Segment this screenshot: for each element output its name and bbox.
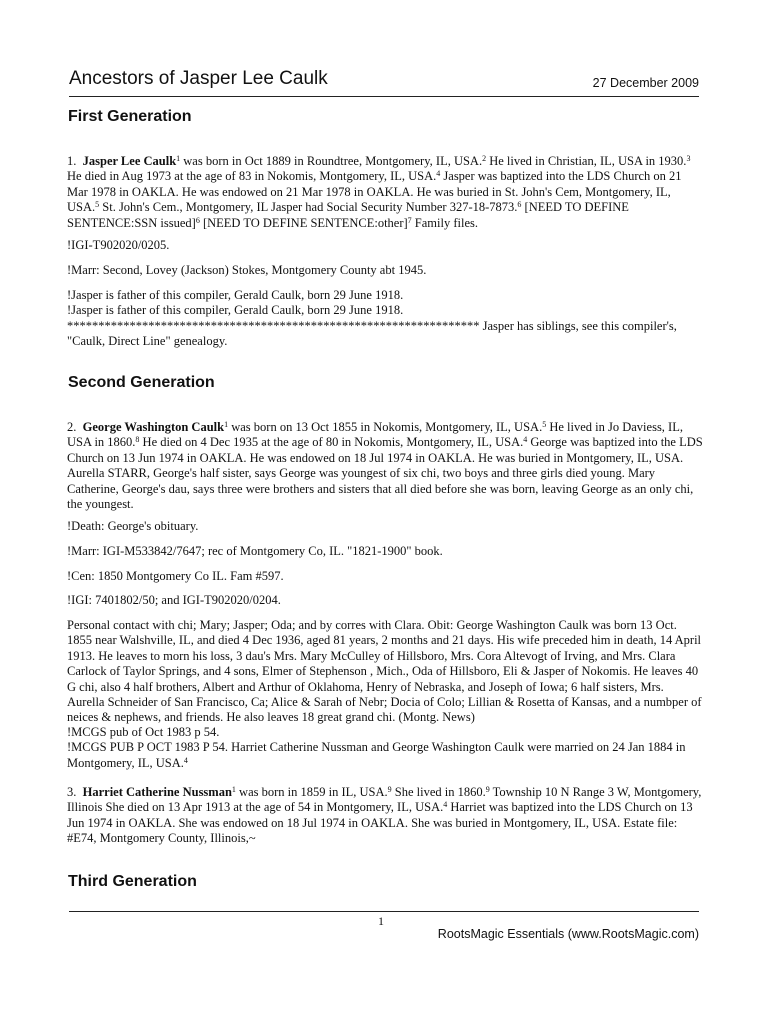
- generation-heading-third: Third Generation: [68, 873, 197, 890]
- footer-divider: [69, 911, 699, 912]
- source-note: 9: [485, 785, 490, 794]
- source-note: 2: [482, 154, 487, 163]
- person-name: George Washington Caulk: [82, 420, 225, 434]
- marriage-note-line: !MCGS PUB P OCT 1983 P 54. Harriet Catherine Nussman and George Washington Caulk were married on 24 Jan 1884 in Montgomery, IL, USA.: [67, 740, 686, 770]
- entry-text: He lived in Jo Daviess, IL, USA in 1860.: [67, 420, 683, 450]
- entry-text: St. John's Cem., Montgomery, IL Jasper had Social Security Number 327-18-7873.: [99, 200, 518, 215]
- source-note: 4: [443, 800, 448, 810]
- source-note: 4: [523, 435, 528, 445]
- marriage-note-line: !MCGS pub of Oct 1983 p 54.: [67, 725, 220, 739]
- person-entry-2: [67, 420, 703, 512]
- source-note: 6: [195, 215, 200, 225]
- entry-text: [NEED TO DEFINE SENTENCE:other]: [199, 215, 408, 230]
- source-note: 7: [407, 215, 412, 225]
- note-paragraph: !IGI: 7401802/50; and IGI-T902020/0204.: [67, 593, 281, 607]
- note-paragraph: !Cen: 1850 Montgomery Co IL. Fam #597.: [67, 569, 284, 583]
- source-note: 8: [135, 435, 140, 445]
- entry-text: Township 10 N Range 3 W, Montgomery, Illinois She died on 13 Apr 1913 at the age of 54 in Montgomery, IL, USA.: [67, 785, 702, 815]
- note-paragraph: !Jasper is father of this compiler, Gerald Caulk, born 29 June 1918. !Jasper is father of this compiler, Gerald Caulk, born 29 June 1918. ****************************************************************** Jasper has siblings, see this compiler's, "Caulk, Direct Line" genealogy.: [67, 288, 677, 349]
- entry-text: Family files.: [411, 215, 478, 230]
- entry-text: George was baptized into the LDS Church on 13 Jun 1974 in OAKLA. He was endowed on 18 Jul 1974 in OAKLA. He was buried in Montgomery, IL, USA. Aurella STARR, George's half sister, says George was youngest of six chi, two boys and three girls died young. Mary Catherine, George's dau, says three were brothers and sisters that all died before she was born, leaving George as an only chi, the youngest.: [67, 435, 703, 512]
- page-number: 1: [378, 914, 384, 928]
- entry-text: She lived in 1860.: [391, 785, 486, 799]
- note-paragraph: !IGI-T902020/0205.: [67, 238, 170, 252]
- source-note: 3: [686, 154, 691, 163]
- page-header: [69, 68, 699, 97]
- source-note: 1: [231, 785, 236, 794]
- footer-credit: RootsMagic Essentials (www.RootsMagic.com): [437, 927, 699, 941]
- entry-number: 1.: [67, 154, 77, 168]
- entry-number: 2.: [67, 420, 77, 434]
- person-name: Jasper Lee Caulk: [82, 154, 177, 168]
- note-paragraph: !Death: George's obituary.: [67, 519, 199, 533]
- entry-text: He lived in Christian, IL, USA in 1930.: [486, 154, 687, 168]
- entry-text: was born in Oct 1889 in Roundtree, Montgomery, IL, USA.: [180, 154, 483, 168]
- source-note: 4: [436, 169, 441, 179]
- document-date: 27 December 2009: [592, 76, 699, 90]
- obituary-paragraph: Personal contact with chi; Mary; Jasper; Oda; and by corres with Clara. Obit: George Washington Caulk was born 13 Oct. 1855 near Walshville, IL, and died 4 Dec 1936, aged 81 years, 2 months and 21 days. His wife preceded him in death, 14 April 1913. He leaves to morn his loss, 3 dau's Mrs. Mary McCulley of Hillsboro, Mrs. Cora Altevogt of Irving, and Mrs. Clara Carlock of Taylor Springs, and 4 sons, Elmer of Stephenson , Mich., Oda of Hillsboro, Eli & Jasper of Nokomis. He leaves 40 G chi, also 4 half brothers, Albert and Arthur of Oklahoma, Henry of Nebraska, and Joseph of Iowa; 6 half sisters, Mrs. Aurella Schneider of San Francisco, Ca; Alice & Sarah of Nebr; Docia of Colo; Lillian & Rosetta of Kansas, and a numbper of neices & nephews, and friends. He also leaves 18 great grand chi. (Montg. News): [67, 618, 702, 725]
- source-note: 5: [95, 200, 100, 210]
- entry-text: [NEED TO DEFINE SENTENCE:SSN issued]: [67, 200, 629, 230]
- entry-text: Harriet was baptized into the LDS Church on 13 Jun 1974 in OAKLA. She was endowed on 18 Jul 1974 in OAKLA. She was buried in Montgomery, IL, USA. Estate file: #E74, Montgomery County, Illinois,~: [67, 800, 693, 846]
- person-entry-1: [67, 154, 703, 231]
- entry-number: 3.: [67, 785, 77, 799]
- note-paragraph: !Marr: Second, Lovey (Jackson) Stokes, Montgomery County abt 1945.: [67, 263, 427, 277]
- generation-heading-second: Second Generation: [68, 374, 215, 391]
- entry-text: Jasper was baptized into the LDS Church on 21 Mar 1978 in OAKLA. He was endowed on 21 Mar 1978 in OAKLA. He was buried in St. John's Cem, Montgomery, IL, USA.: [67, 169, 682, 215]
- person-entry-3: [67, 785, 703, 847]
- source-note: 1: [176, 154, 181, 163]
- entry-text: He died on 4 Dec 1935 at the age of 80 in Nokomis, Montgomery, IL, USA.: [139, 435, 524, 450]
- source-note: 9: [387, 785, 392, 794]
- source-note: 5: [542, 420, 547, 429]
- source-note: 6: [517, 200, 522, 210]
- marriage-note: [67, 725, 703, 771]
- note-paragraph: !Marr: IGI-M533842/7647; rec of Montgomery Co, IL. "1821-1900" book.: [67, 544, 443, 558]
- source-note: 4: [183, 755, 188, 765]
- document-title: Ancestors of Jasper Lee Caulk: [69, 68, 328, 89]
- entry-text: was born in 1859 in IL, USA.: [235, 785, 388, 799]
- generation-heading-first: First Generation: [68, 108, 192, 125]
- entry-text: was born on 13 Oct 1855 in Nokomis, Montgomery, IL, USA.: [228, 420, 543, 434]
- entry-text: He died in Aug 1973 at the age of 83 in Nokomis, Montgomery, IL, USA.: [67, 169, 437, 184]
- source-note: 1: [224, 420, 229, 429]
- person-name: Harriet Catherine Nussman: [82, 785, 232, 799]
